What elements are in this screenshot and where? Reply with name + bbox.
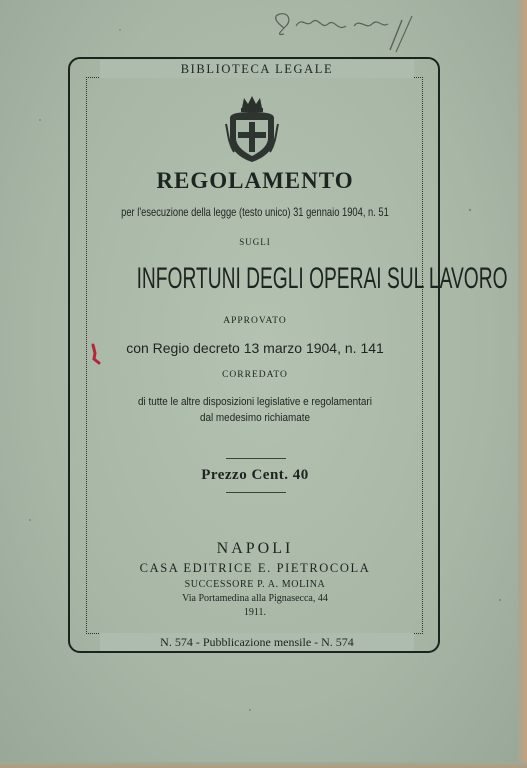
description-line-1: di tutte le altre disposizioni legislative e regolamentari: [138, 396, 372, 408]
law-reference: per l'esecuzione della legge (testo unico) 31 gennaio 1904, n. 51: [121, 205, 389, 219]
publisher-address: Via Portamedina alla Pignasecca, 44: [182, 593, 328, 604]
description-line-2: dal medesimo richiamate: [199, 412, 311, 424]
publisher-city: NAPOLI: [216, 540, 294, 557]
main-heading: INFORTUNI DEGLI OPERAI SUL LAVORO: [136, 262, 508, 295]
footer-issue-number: N. 574 - Pubblicazione mensile - N. 574: [100, 633, 414, 651]
decree-line: con Regio decreto 13 marzo 1904, n. 141: [126, 340, 384, 356]
publication-year: 1911.: [243, 607, 267, 618]
publisher-name: CASA EDITRICE E. PIETROCOLA: [139, 561, 371, 575]
series-title: BIBLIOTECA LEGALE: [100, 60, 414, 78]
document-title: REGOLAMENTO: [156, 168, 354, 193]
connector-text: SUGLI: [239, 237, 271, 247]
accompanied-label: CORREDATO: [222, 370, 288, 380]
approved-label: APPROVATO: [223, 316, 287, 326]
publisher-successor: SUCCESSORE P. A. MOLINA: [184, 579, 326, 590]
price-label: Prezzo Cent. 40: [201, 467, 309, 483]
